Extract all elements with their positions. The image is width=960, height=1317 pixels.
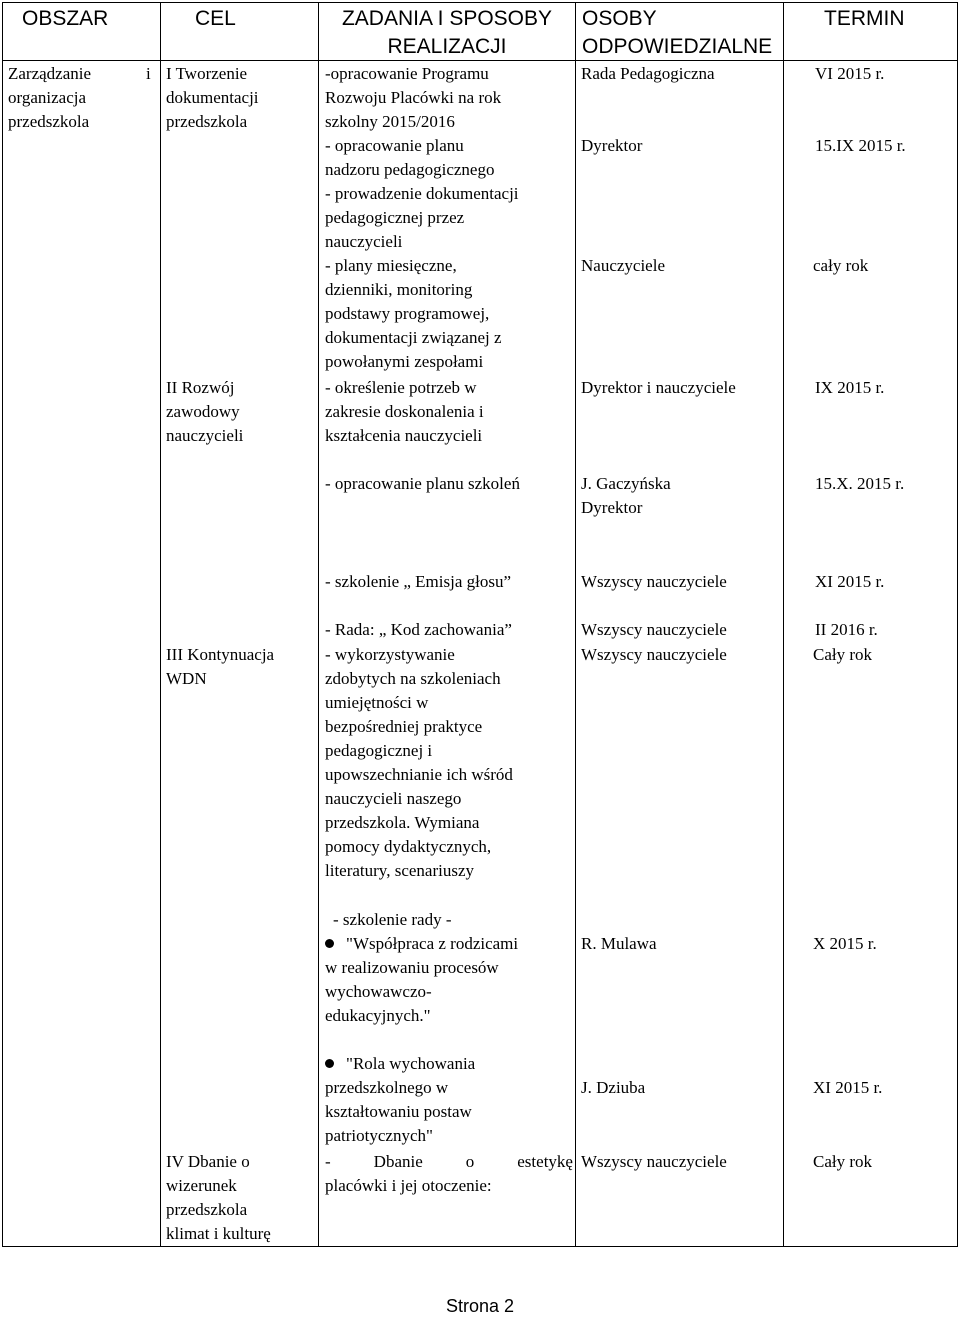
zadanie-line: nadzoru pedagogicznego	[325, 160, 495, 179]
zadanie-line: nauczycieli naszego	[325, 789, 462, 808]
page-number: Strona 2	[445, 1296, 515, 1316]
zadanie-line: pedagogicznej i	[325, 741, 433, 760]
column-divider-2	[318, 2, 319, 1247]
osoba-dyrektor: Dyrektor	[581, 136, 643, 155]
zadanie-line: kształtowaniu postaw	[325, 1102, 472, 1121]
zadanie-line	[325, 1052, 475, 1076]
termin-value: Cały rok	[813, 645, 873, 664]
zadanie-line: placówki i jej otoczenie:	[325, 1176, 492, 1195]
table-right-border	[957, 2, 958, 1247]
termin-value: II 2016 r.	[815, 620, 878, 639]
bullet-icon	[325, 939, 334, 948]
osoba-wszyscy-nauczyciele: Wszyscy nauczyciele	[581, 1152, 727, 1171]
termin-value: IX 2015 r.	[815, 378, 885, 397]
zadanie-line: szkolny 2015/2016	[325, 112, 455, 131]
osoba-wszyscy-nauczyciele: Wszyscy nauczyciele	[581, 645, 727, 664]
cel-4-line: IV Dbanie o	[166, 1152, 250, 1171]
zadanie-line: w realizowaniu procesów	[325, 958, 499, 977]
header-osoby-line1: OSOBY	[582, 7, 657, 30]
osoba-wszyscy-nauczyciele: Wszyscy nauczyciele	[581, 620, 727, 639]
header-termin: TERMIN	[824, 7, 905, 30]
zadanie-line: nauczycieli	[325, 232, 403, 251]
zadanie-line-text: "Współpraca z rodzicami	[346, 934, 519, 953]
bullet-icon	[325, 1059, 334, 1068]
header-cel: CEL	[195, 7, 236, 30]
header-zadania-line1: ZADANIA I SPOSOBY	[341, 7, 553, 30]
zadanie-line: zakresie doskonalenia i	[325, 402, 484, 421]
cel-1-line: I Tworzenie	[166, 64, 248, 83]
zadanie-line: podstawy programowej,	[325, 304, 490, 323]
zadanie-line: upowszechnianie ich wśród	[325, 765, 513, 784]
osoba-dyrektor-i-nauczyciele: Dyrektor i nauczyciele	[581, 378, 736, 397]
cel-1-line: przedszkola	[166, 112, 248, 131]
obszar-line3: przedszkola	[8, 112, 90, 131]
cel-3-line: WDN	[166, 669, 207, 688]
zadanie-line	[325, 1150, 573, 1174]
termin-value: VI 2015 r.	[815, 64, 885, 83]
zadanie-line: umiejętności w	[325, 693, 429, 712]
zadanie-line: dokumentacji związanej z	[325, 328, 502, 347]
zadanie-line: - wykorzystywanie	[325, 645, 455, 664]
table-top-border	[2, 2, 958, 3]
obszar-line2: organizacja	[8, 88, 87, 107]
zadanie-kod-zachowania: - Rada: „ Kod zachowania”	[325, 620, 512, 639]
zadanie-line: Rozwoju Placówki na rok	[325, 88, 502, 107]
termin-value: XI 2015 r.	[813, 1078, 883, 1097]
header-osoby-line2: ODPOWIEDZIALNE	[582, 35, 773, 58]
termin-value: XI 2015 r.	[815, 572, 885, 591]
osoba-dziuba: J. Dziuba	[581, 1078, 646, 1097]
zadanie-word: o	[465, 1152, 475, 1171]
termin-value: cały rok	[813, 256, 869, 275]
osoba-mulawa: R. Mulawa	[581, 934, 657, 953]
zadanie-line: edukacyjnych."	[325, 1006, 431, 1025]
zadanie-plan-szkolen: - opracowanie planu szkoleń	[325, 474, 520, 493]
cel-4-line: klimat i kulturę	[166, 1224, 271, 1243]
zadanie-line: bezpośredniej praktyce	[325, 717, 483, 736]
termin-value: 15.X. 2015 r.	[815, 474, 905, 493]
zadanie-line: - prowadzenie dokumentacji	[325, 184, 519, 203]
obszar-line1: Zarządzanie	[8, 64, 92, 83]
cel-1-line: dokumentacji	[166, 88, 259, 107]
zadanie-line: powołanymi zespołami	[325, 352, 484, 371]
zadanie-line: literatury, scenariuszy	[325, 861, 474, 880]
column-divider-1	[160, 2, 161, 1247]
cel-2-line: nauczycieli	[166, 426, 244, 445]
termin-value: X 2015 r.	[813, 934, 877, 953]
termin-value: Cały rok	[813, 1152, 873, 1171]
cel-3-line: III Kontynuacja	[166, 645, 275, 664]
cel-2-line: zawodowy	[166, 402, 240, 421]
zadanie-line-text: "Rola wychowania	[346, 1054, 476, 1073]
cel-4-line: przedszkola	[166, 1200, 248, 1219]
zadanie-line: - opracowanie planu	[325, 136, 464, 155]
obszar-connector: i	[146, 64, 151, 83]
zadanie-line: pedagogicznej przez	[325, 208, 465, 227]
osoba-gaczynska: J. Gaczyńska	[581, 474, 671, 493]
column-divider-4	[783, 2, 784, 1247]
osoba-wszyscy-nauczyciele: Wszyscy nauczyciele	[581, 572, 727, 591]
zadanie-line: kształcenia nauczycieli	[325, 426, 483, 445]
termin-value: 15.IX 2015 r.	[815, 136, 906, 155]
column-divider-3	[575, 2, 576, 1247]
header-obszar: OBSZAR	[22, 7, 109, 30]
zadanie-word: estetykę	[517, 1152, 573, 1171]
zadanie-line: przedszkolnego w	[325, 1078, 449, 1097]
zadanie-word: -	[325, 1152, 331, 1171]
zadanie-line: - plany miesięczne,	[325, 256, 457, 275]
zadanie-word: Dbanie	[373, 1152, 423, 1171]
zadanie-line: -opracowanie Programu	[325, 64, 489, 83]
table-left-border	[2, 2, 3, 1247]
zadanie-line: patriotycznych"	[325, 1126, 433, 1145]
zadanie-line: dzienniki, monitoring	[325, 280, 473, 299]
header-zadania-line2: REALIZACJI	[387, 35, 507, 58]
table-bottom-border	[2, 1246, 958, 1247]
zadanie-line: - określenie potrzeb w	[325, 378, 477, 397]
zadanie-line: pomocy dydaktycznych,	[325, 837, 492, 856]
osoba-nauczyciele: Nauczyciele	[581, 256, 665, 275]
cel-4-line: wizerunek	[166, 1176, 237, 1195]
zadanie-emisja-glosu: - szkolenie „ Emisja głosu”	[325, 572, 512, 591]
zadanie-line	[325, 932, 518, 956]
cel-2-line: II Rozwój	[166, 378, 235, 397]
zadanie-line: przedszkola. Wymiana	[325, 813, 480, 832]
osoba-dyrektor: Dyrektor	[581, 498, 643, 517]
zadanie-line: zdobytych na szkoleniach	[325, 669, 501, 688]
osoba-rada-pedagogiczna: Rada Pedagogiczna	[581, 64, 715, 83]
header-bottom-border	[2, 60, 958, 61]
zadanie-line: wychowawczo-	[325, 982, 432, 1001]
zadanie-szkolenie-rady: - szkolenie rady -	[333, 910, 452, 929]
